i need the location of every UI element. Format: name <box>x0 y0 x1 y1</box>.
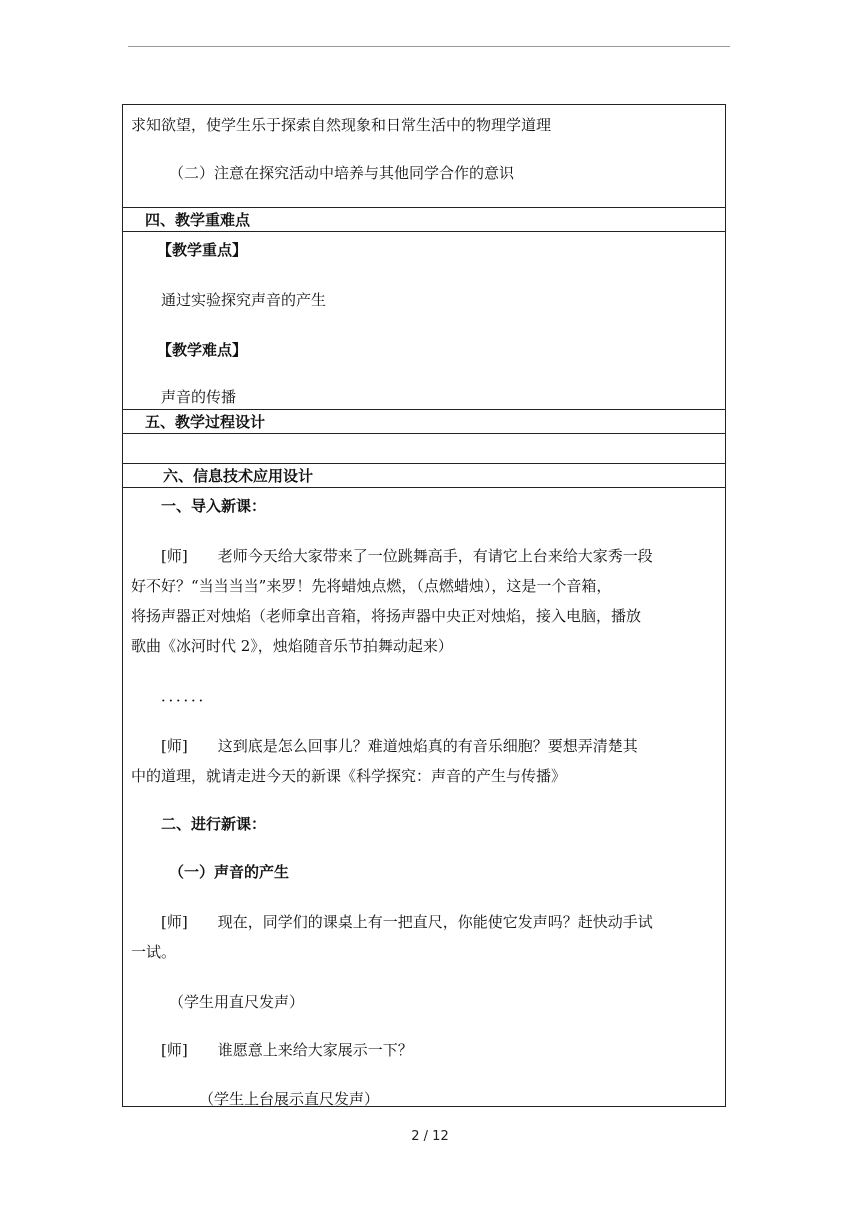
text-line: [师] 现在，同学们的课桌上有一把直尺，你能使它发声吗？赶快动手试 <box>161 913 653 931</box>
text-line: [师] 老师今天给大家带来了一位跳舞高手，有请它上台来给大家秀一段 <box>161 547 653 565</box>
page-number: 2 / 12 <box>411 1129 449 1144</box>
text-line: 歌曲《冰河时代 2》，烛焰随音乐节拍舞动起来） <box>131 637 453 655</box>
text-line: 求知欲望，使学生乐于探索自然现象和日常生活中的物理学道理 <box>131 116 552 134</box>
lesson-plan-table <box>122 104 726 1107</box>
section-heading: 五、教学过程设计 <box>145 413 266 431</box>
text-line: 将扬声器正对烛焰（老师拿出音箱，将扬声器中央正对烛焰，接入电脑，播放 <box>131 607 642 625</box>
text-line: （学生上台展示直尺发声） <box>199 1090 380 1108</box>
text-line: （学生用直尺发声） <box>169 993 305 1011</box>
text-line: [师] 谁愿意上来给大家展示一下？ <box>161 1041 413 1059</box>
header-rule <box>128 46 730 47</box>
process-cell <box>123 487 725 1106</box>
text-line: 一试。 <box>131 943 177 961</box>
text-line: [师] 这到底是怎么回事儿？难道烛焰真的有音乐细胞？要想弄清楚其 <box>161 737 638 755</box>
objectives-cell <box>123 105 725 207</box>
key-point-text: 通过实验探究声音的产生 <box>161 291 327 309</box>
subsection-heading: 二、进行新课： <box>161 815 267 833</box>
subsection-heading: （一）声音的产生 <box>169 863 290 881</box>
section-heading-row <box>123 409 725 433</box>
text-line: 中的道理，就请走进今天的新课《科学探究：声音的产生与传播》 <box>131 767 567 785</box>
key-point-label: 【教学重点】 <box>157 241 248 259</box>
section-heading-row <box>123 207 725 231</box>
empty-cell <box>123 433 725 463</box>
text-line: 好不好？“当当当当”来罗！先将蜡烛点燃，（点燃蜡烛），这是一个音箱， <box>131 577 612 595</box>
section-heading: 六、信息技术应用设计 <box>163 467 314 485</box>
section-heading-row <box>123 463 725 487</box>
difficult-point-text: 声音的传播 <box>161 388 237 406</box>
text-line: （二）注意在探究活动中培养与其他同学合作的意识 <box>169 164 515 182</box>
section-heading: 四、教学重难点 <box>145 211 251 229</box>
difficult-point-label: 【教学难点】 <box>157 341 248 359</box>
ellipsis: ．．．．．． <box>161 687 214 705</box>
subsection-heading: 一、导入新课： <box>161 497 267 515</box>
key-points-cell <box>123 231 725 409</box>
